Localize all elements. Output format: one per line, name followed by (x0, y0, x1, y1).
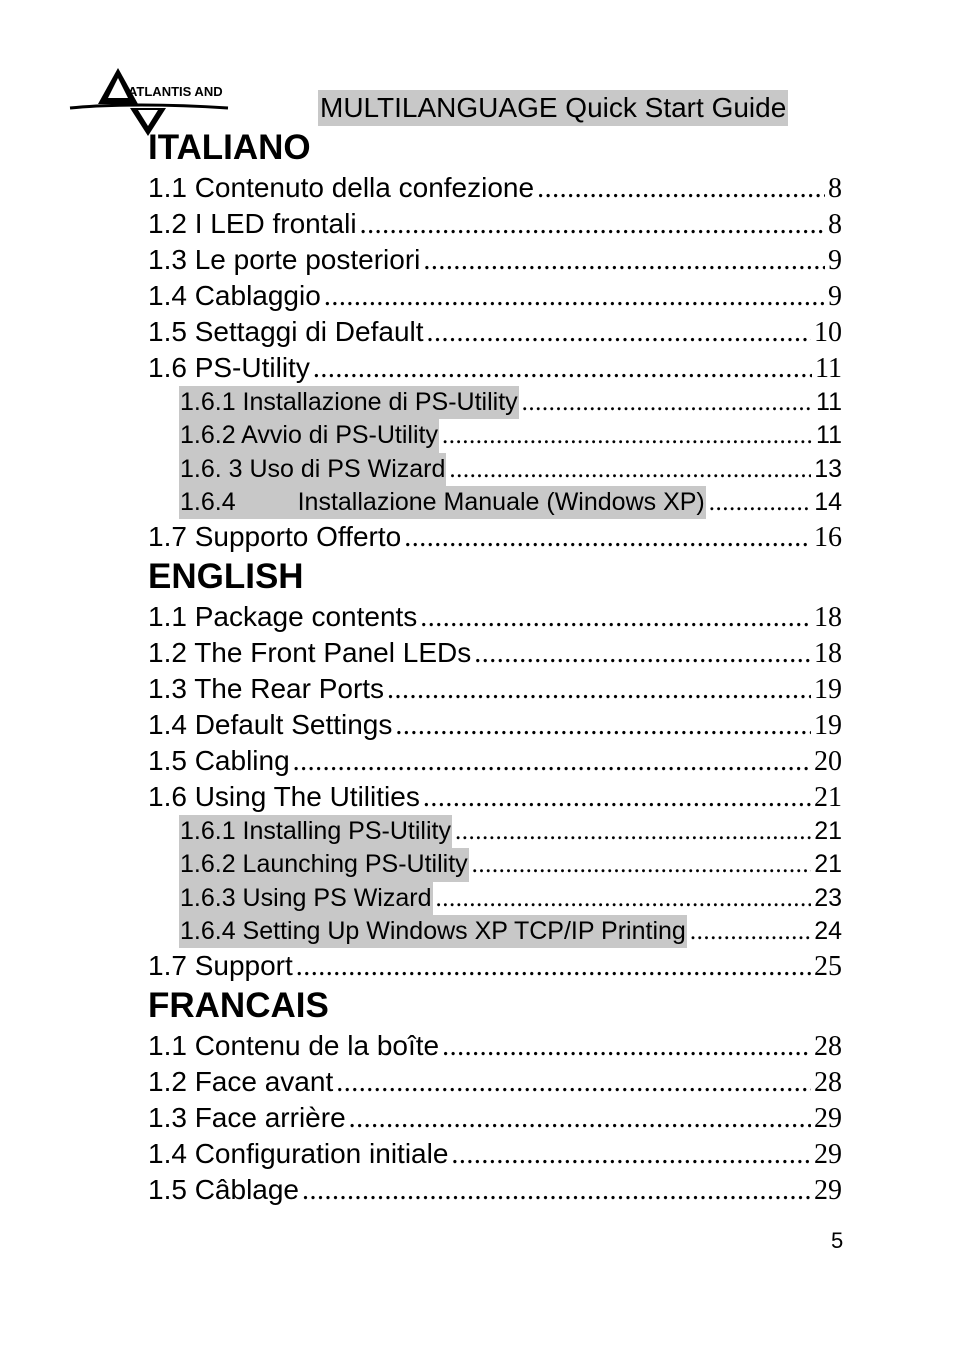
page-number: 5 (831, 1228, 844, 1253)
dot-leader (420, 600, 811, 636)
toc-entry-label: 1.2 Face avant (148, 1066, 334, 1098)
section-heading: FRANCAIS (148, 986, 329, 1026)
toc-entry[interactable] (148, 519, 842, 555)
toc-entry-label: 1.5 Cabling (148, 745, 290, 777)
toc-entry[interactable] (148, 635, 842, 671)
toc-entry[interactable] (148, 948, 842, 984)
toc-entry-page: 29 (814, 1103, 842, 1135)
toc-entry[interactable] (148, 278, 842, 314)
toc-entry[interactable] (148, 1100, 842, 1136)
section-heading: ITALIANO (148, 128, 311, 167)
dot-leader (349, 1101, 811, 1137)
toc-entry[interactable] (148, 1172, 842, 1208)
toc-entry[interactable] (148, 419, 842, 452)
toc-entry-label: 1.1 Package contents (148, 601, 418, 633)
toc-entry-label: 1.6.1 Installing PS-Utility (179, 815, 452, 848)
toc-entry-label: 1.4 Cablaggio (148, 280, 321, 311)
toc-entry-label: 1.6.4 Setting Up Windows XP TCP/IP Printing (179, 915, 687, 948)
dot-leader (360, 207, 825, 243)
dot-leader (449, 453, 811, 486)
toc-entry-page: 8 (828, 209, 842, 240)
toc-entry-label: 1.6.3 Using PS Wizard (179, 882, 433, 915)
toc-entry-label: 1.5 Câblage (148, 1174, 300, 1206)
dot-leader (336, 1065, 811, 1101)
toc-entry[interactable] (148, 707, 842, 743)
dot-leader (474, 636, 811, 672)
toc-entry-label (179, 486, 706, 519)
dot-leader (442, 419, 813, 452)
dot-leader (313, 351, 812, 387)
toc-entry-page: 29 (814, 1175, 842, 1207)
toc-entry[interactable] (148, 671, 842, 707)
toc-entry[interactable] (148, 350, 842, 386)
dot-leader (537, 171, 825, 207)
dot-leader (423, 243, 825, 279)
toc-entry[interactable] (148, 1136, 842, 1172)
toc-entry[interactable] (148, 486, 842, 519)
section-heading: ENGLISH (148, 557, 304, 597)
toc-entry[interactable] (148, 599, 842, 635)
dot-leader (442, 1029, 811, 1065)
toc-entry-label: 1.1 Contenu de la boîte (148, 1030, 440, 1062)
toc-entry-page: 20 (814, 746, 842, 778)
toc-entry-label: 1.7 Supporto Offerto (148, 521, 402, 553)
toc-entry-label: 1.3 Face arrière (148, 1102, 346, 1134)
toc-entry[interactable] (148, 453, 842, 486)
toc-entry-page: 13 (814, 454, 842, 483)
toc-entry[interactable] (148, 882, 842, 915)
toc-entry[interactable] (148, 242, 842, 278)
dot-leader (709, 486, 811, 519)
toc-entry-label: 1.2 The Front Panel LEDs (148, 637, 472, 669)
toc-entry-page: 19 (814, 674, 842, 706)
toc-entry-page: 18 (814, 602, 842, 634)
dot-leader (451, 1137, 811, 1173)
toc-entry-text: Installazione Manuale (Windows XP) (297, 487, 705, 516)
toc-entry[interactable] (148, 915, 842, 948)
toc-entry-page: 28 (814, 1067, 842, 1099)
toc-entry-label: 1.1 Contenuto della confezione (148, 172, 535, 203)
dot-leader (455, 815, 811, 848)
dot-leader (404, 520, 811, 556)
toc-entry-label: 1.6. 3 Uso di PS Wizard (179, 453, 446, 486)
toc-entry-label: 1.3 Le porte posteriori (148, 244, 421, 275)
toc-entry[interactable] (148, 1064, 842, 1100)
dot-leader (387, 672, 811, 708)
toc-entry-page: 10 (814, 317, 842, 348)
toc-entry-number: 1.6.4 (180, 487, 236, 516)
toc-entry-label: 1.6.2 Launching PS-Utility (179, 848, 469, 881)
dot-leader (293, 744, 811, 780)
toc-entry-page: 24 (814, 917, 842, 946)
table-of-contents (148, 126, 842, 1208)
toc-entry[interactable] (148, 386, 842, 419)
toc-entry[interactable] (148, 170, 842, 206)
toc-entry-page: 23 (814, 883, 842, 912)
document-title: MULTILANGUAGE Quick Start Guide (318, 90, 788, 126)
toc-entry-page: 29 (814, 1139, 842, 1171)
dot-leader (423, 780, 811, 816)
toc-entry[interactable] (148, 815, 842, 848)
dot-leader (472, 848, 812, 881)
dot-leader (296, 949, 811, 985)
dot-leader (427, 315, 811, 351)
dot-leader (395, 708, 811, 744)
toc-entry-label: 1.6.1 Installazione di PS-Utility (179, 386, 519, 419)
toc-entry-page: 11 (816, 388, 842, 416)
toc-entry-page: 18 (814, 638, 842, 670)
toc-entry-label: 1.3 The Rear Ports (148, 673, 385, 705)
toc-entry[interactable] (148, 314, 842, 350)
toc-entry-page: 8 (828, 173, 842, 204)
toc-entry-page: 11 (816, 421, 842, 450)
dot-leader (690, 915, 811, 948)
logo-text: ATLANTIS AND (128, 84, 223, 99)
toc-entry-page: 14 (814, 487, 842, 516)
toc-entry-page: 16 (814, 522, 842, 554)
toc-entry-page: 21 (814, 782, 842, 814)
toc-entry-page: 19 (814, 710, 842, 742)
toc-entry-label: 1.5 Settaggi di Default (148, 316, 424, 347)
toc-entry-page: 21 (814, 817, 842, 846)
dot-leader (436, 882, 812, 915)
toc-entry-page: 28 (814, 1031, 842, 1063)
toc-entry-page: 21 (814, 850, 842, 879)
toc-entry-label: 1.6 PS-Utility (148, 352, 310, 383)
toc-entry-label: 1.7 Support (148, 950, 293, 982)
toc-entry-label: 1.6.2 Avvio di PS-Utility (179, 419, 439, 452)
toc-entry[interactable] (148, 743, 842, 779)
toc-entry-label: 1.4 Default Settings (148, 709, 393, 741)
toc-entry-page: 9 (828, 281, 842, 312)
dot-leader (302, 1173, 811, 1209)
toc-entry-page: 9 (828, 245, 842, 276)
dot-leader (324, 279, 825, 315)
toc-entry[interactable] (148, 1028, 842, 1064)
toc-entry[interactable] (148, 206, 842, 242)
toc-entry[interactable] (148, 848, 842, 881)
toc-entry[interactable] (148, 779, 842, 815)
toc-entry-label: 1.6 Using The Utilities (148, 781, 420, 813)
toc-entry-page: 11 (815, 353, 842, 384)
toc-entry-label: 1.2 I LED frontali (148, 208, 357, 239)
toc-entry-page: 25 (814, 951, 842, 983)
toc-entry-label: 1.4 Configuration initiale (148, 1138, 449, 1170)
dot-leader (522, 386, 813, 419)
